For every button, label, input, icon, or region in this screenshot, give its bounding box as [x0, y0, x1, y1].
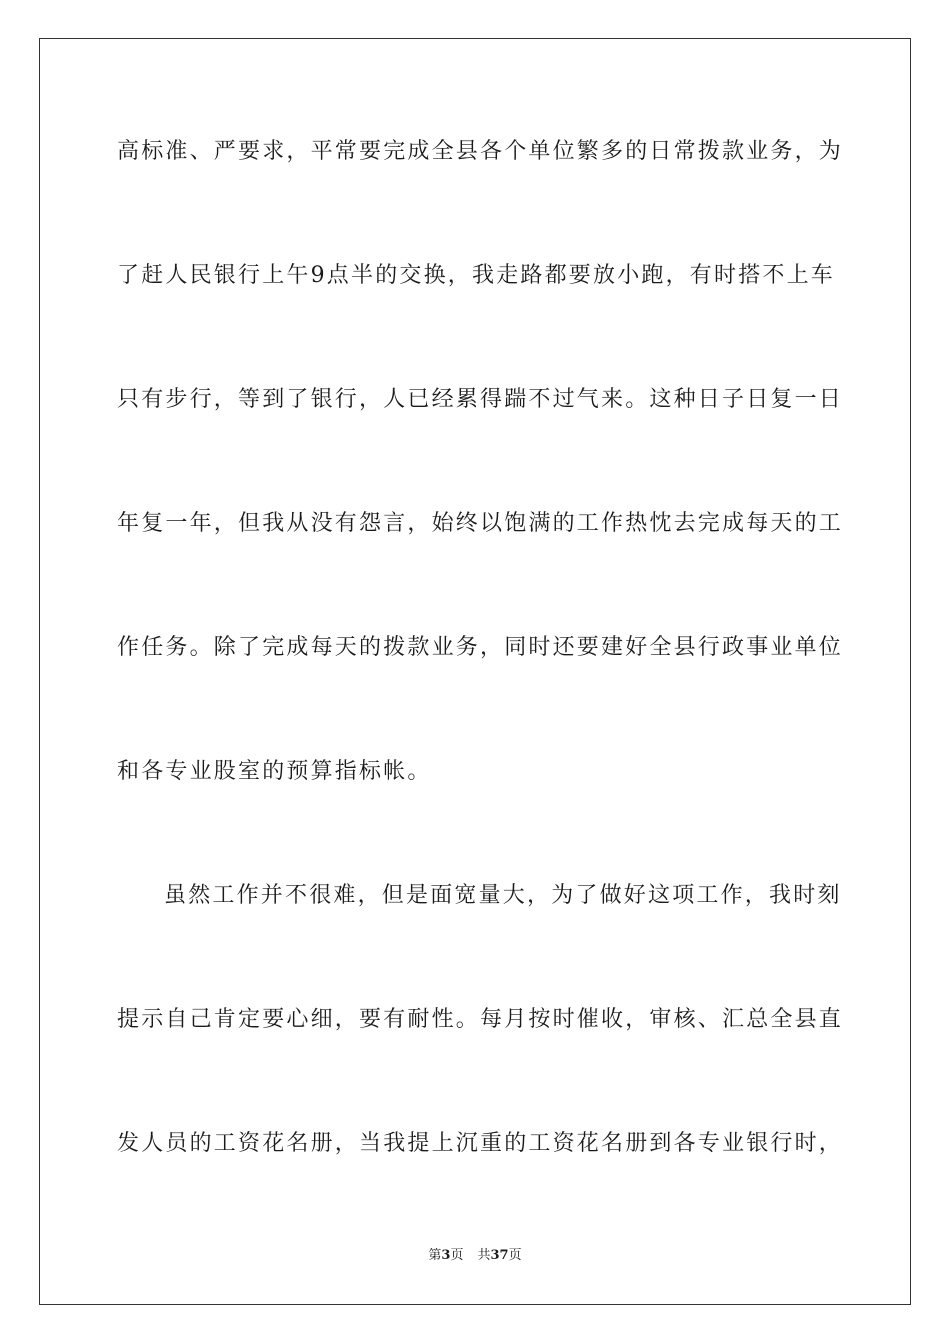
body-text-line: 和各专业股室的预算指标帐。: [117, 759, 432, 784]
paragraph-first-line: 虽然工作并不很难，但是面宽量大，为了做好这项工作，我时刻: [164, 883, 842, 908]
body-text-line: 了赶人民银行上午9点半的交换，我走路都要放小跑，有时搭不上车: [117, 263, 835, 288]
page-number: 3: [441, 1248, 451, 1263]
body-text-line: 提示自己肯定要心细，要有耐性。每月按时催收，审核、汇总全县直: [117, 1007, 844, 1032]
page-suffix: 页: [450, 1248, 464, 1263]
page-footer: [0, 1247, 950, 1265]
body-text-line: 年复一年，但我从没有怨言，始终以饱满的工作热忱去完成每天的工: [117, 511, 844, 536]
page-border: [39, 38, 911, 1305]
body-text-line: 发人员的工资花名册，当我提上沉重的工资花名册到各专业银行时，: [117, 1131, 844, 1156]
total-prefix: 共: [477, 1248, 491, 1263]
body-text-line: 只有步行，等到了银行，人已经累得踹不过气来。这种日子日复一日: [117, 387, 844, 412]
page-prefix: 第: [428, 1248, 442, 1263]
total-suffix: 页: [508, 1248, 522, 1263]
total-pages: 37: [490, 1248, 509, 1263]
body-text-line: 作任务。除了完成每天的拨款业务，同时还要建好全县行政事业单位: [117, 635, 844, 660]
body-text-line: 高标准、严要求，平常要完成全县各个单位繁多的日常拨款业务，为: [117, 139, 844, 164]
